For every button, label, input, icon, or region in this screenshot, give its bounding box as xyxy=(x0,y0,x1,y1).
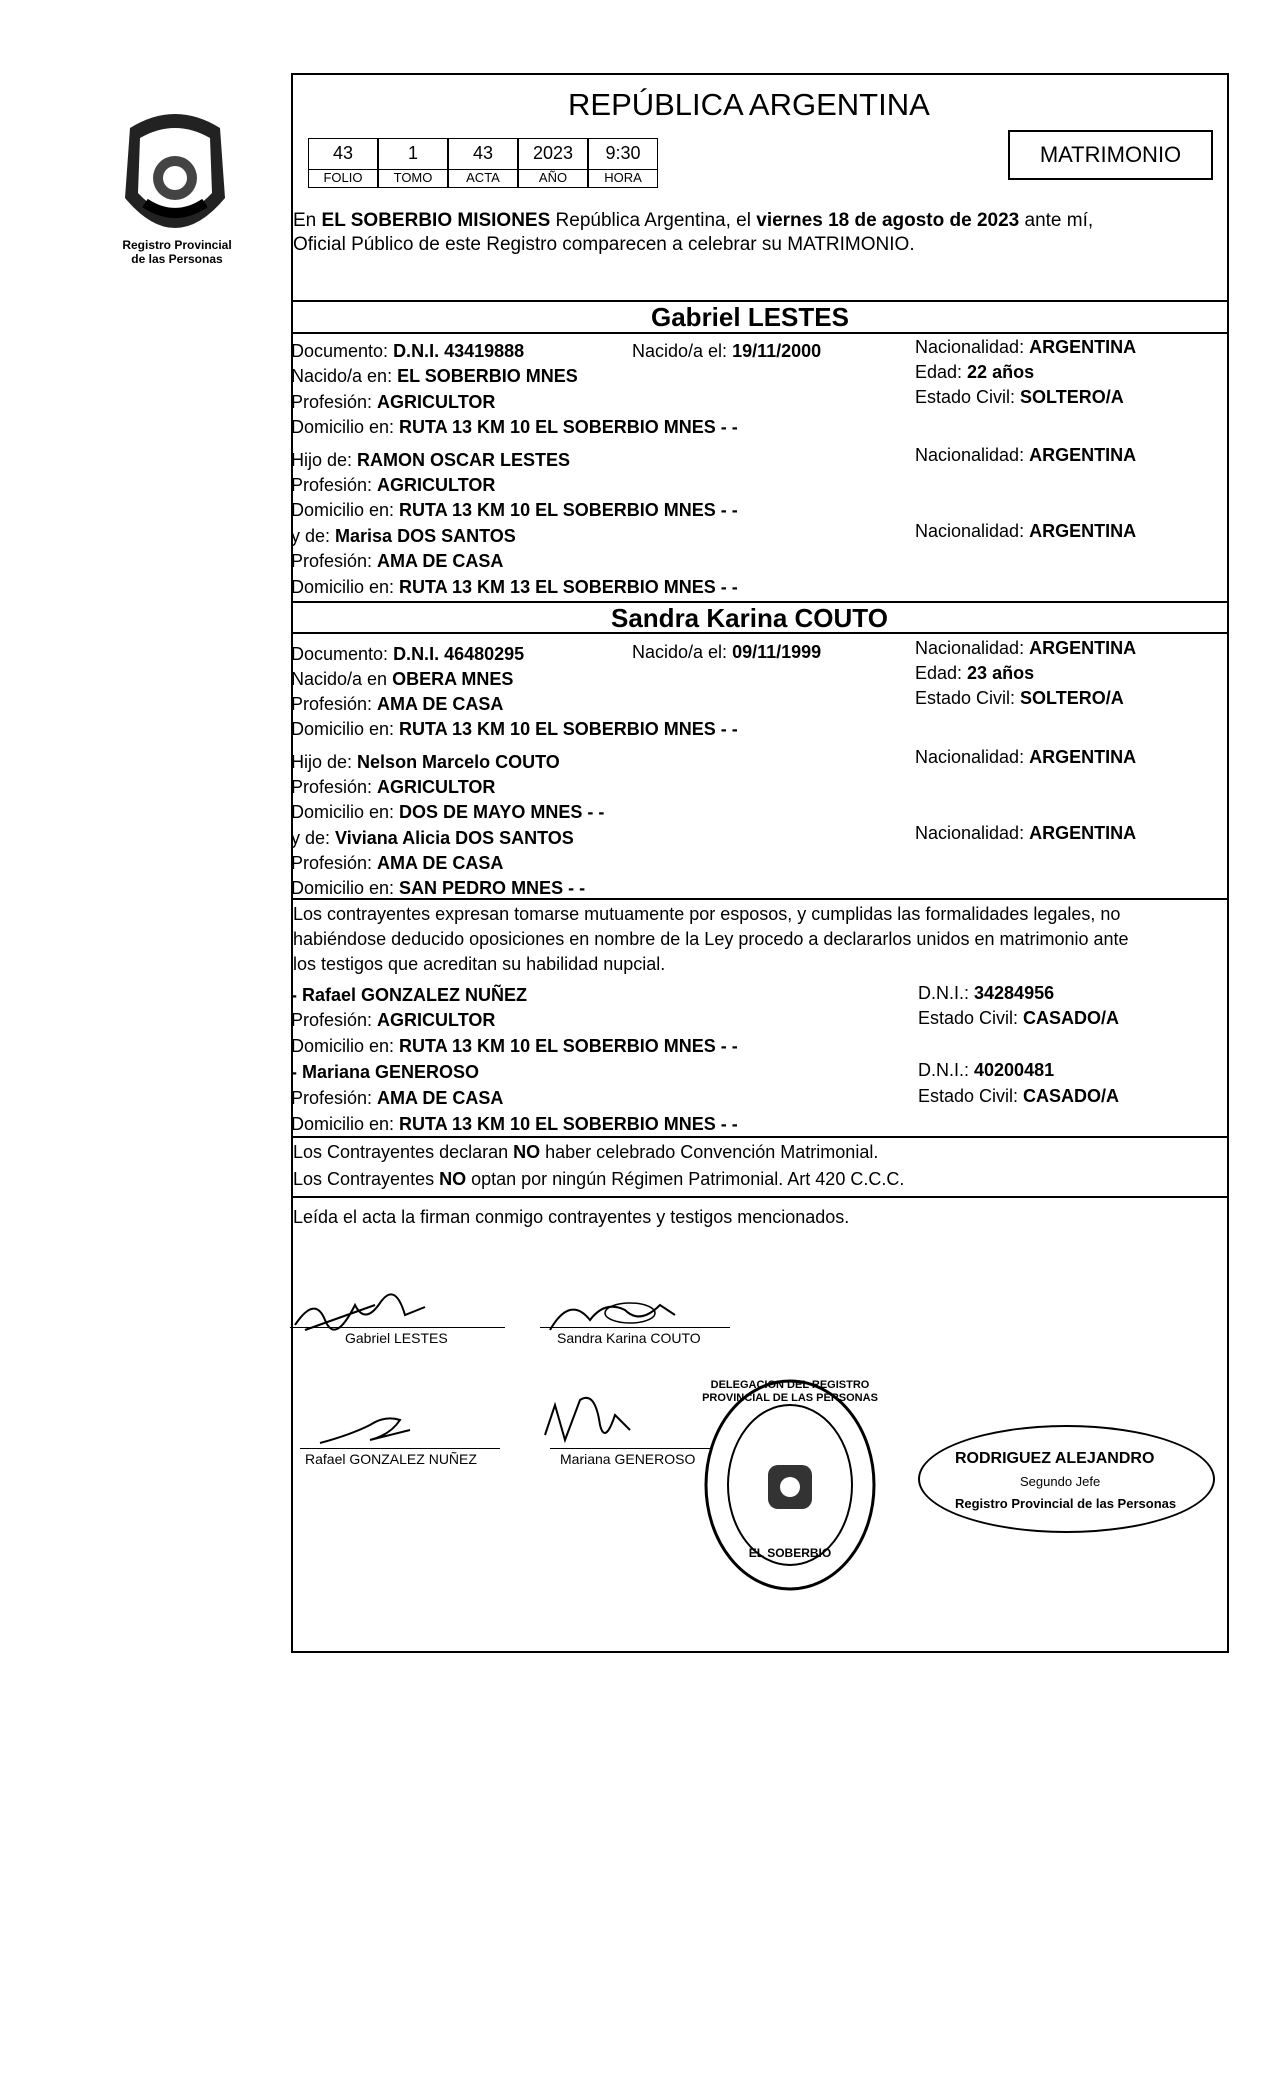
hora-caption: HORA xyxy=(588,170,658,188)
signature-label-3: Rafael GONZALEZ NUÑEZ xyxy=(305,1451,477,1467)
c2-madre-domicilio: Domicilio en: SAN PEDRO MNES - - xyxy=(291,878,586,898)
intro-line-2: Oficial Público de este Registro comparecen a celebrar su MATRIMONIO. xyxy=(293,234,915,255)
c1-madre-domicilio: Domicilio en: RUTA 13 KM 13 EL SOBERBIO MNES - - xyxy=(291,577,738,597)
logo-caption-2: de las Personas xyxy=(131,252,223,266)
testigo2-profesion: Profesión: AMA DE CASA xyxy=(291,1088,504,1108)
c2-documento: Documento: D.N.I. 46480295 xyxy=(291,644,525,664)
c2-nacionalidad: Nacionalidad: ARGENTINA xyxy=(915,638,1137,658)
convencion-line-1: Los Contrayentes declaran NO haber celebrado Convención Matrimonial. xyxy=(293,1142,879,1162)
testigo1-dni: D.N.I.: 34284956 xyxy=(918,983,1055,1003)
c1-madre-profesion: Profesión: AMA DE CASA xyxy=(291,551,504,571)
testigo2-name: - Mariana GENEROSO xyxy=(291,1062,480,1082)
testigo1-profesion: Profesión: AGRICULTOR xyxy=(291,1010,496,1030)
c2-nacido-en: Nacido/a en OBERA MNES xyxy=(291,669,514,689)
acta-caption: ACTA xyxy=(448,170,518,188)
c2-madre-profesion: Profesión: AMA DE CASA xyxy=(291,853,504,873)
c1-madre: y de: Marisa DOS SANTOS xyxy=(291,526,516,546)
signature-label-1: Gabriel LESTES xyxy=(345,1330,448,1346)
c1-padre-profesion: Profesión: AGRICULTOR xyxy=(291,475,496,495)
c1-padre-domicilio: Domicilio en: RUTA 13 KM 10 EL SOBERBIO MNES - - xyxy=(291,500,738,520)
seal-delegacion-center: EL SOBERBIO xyxy=(748,1546,832,1560)
declaracion-line-2: habiéndose deducido oposiciones en nombre de la Ley procedo a declararlos unidos en matrimonio ante xyxy=(293,929,1129,949)
testigo1-domicilio: Domicilio en: RUTA 13 KM 10 EL SOBERBIO MNES - - xyxy=(291,1036,738,1056)
signature-mariana-icon xyxy=(535,1385,645,1455)
c2-padre-domicilio: Domicilio en: DOS DE MAYO MNES - - xyxy=(291,802,605,822)
c1-madre-nacionalidad: Nacionalidad: ARGENTINA xyxy=(915,521,1137,541)
tomo-caption: TOMO xyxy=(378,170,448,188)
c2-padre-nacionalidad: Nacionalidad: ARGENTINA xyxy=(915,747,1137,767)
declaracion-line-1: Los contrayentes expresan tomarse mutuamente por esposos, y cumplidas las formalidades legales, no xyxy=(293,904,1121,924)
c2-domicilio: Domicilio en: RUTA 13 KM 10 EL SOBERBIO MNES - - xyxy=(291,719,738,739)
convencion-line-2: Los Contrayentes NO optan por ningún Régimen Patrimonial. Art 420 C.C.C. xyxy=(293,1169,905,1189)
c1-nacido-en: Nacido/a en: EL SOBERBIO MNES xyxy=(291,366,578,386)
testigo2-estado-civil: Estado Civil: CASADO/A xyxy=(918,1086,1120,1106)
anio-value: 2023 xyxy=(518,138,588,170)
c1-nacionalidad: Nacionalidad: ARGENTINA xyxy=(915,337,1137,357)
c1-documento: Documento: D.N.I. 43419888 xyxy=(291,341,525,361)
cierre-text: Leída el acta la firman conmigo contrayentes y testigos mencionados. xyxy=(293,1207,850,1227)
c1-profesion: Profesión: AGRICULTOR xyxy=(291,392,496,412)
c2-madre-nacionalidad: Nacionalidad: ARGENTINA xyxy=(915,823,1137,843)
c1-edad: Edad: 22 años xyxy=(915,362,1035,382)
c2-estado-civil: Estado Civil: SOLTERO/A xyxy=(915,688,1124,708)
contrayente1-name: Gabriel LESTES xyxy=(651,302,849,332)
c1-domicilio: Domicilio en: RUTA 13 KM 10 EL SOBERBIO MNES - - xyxy=(291,417,738,437)
c1-padre: Hijo de: RAMON OSCAR LESTES xyxy=(291,450,571,470)
c1-nacido-el: Nacido/a el: 19/11/2000 xyxy=(632,341,822,361)
folio-value: 43 xyxy=(308,138,378,170)
c2-profesion: Profesión: AMA DE CASA xyxy=(291,694,504,714)
provincia-shield-icon xyxy=(110,108,240,248)
testigo1-name: - Rafael GONZALEZ NUÑEZ xyxy=(291,985,528,1005)
signature-label-4: Mariana GENEROSO xyxy=(560,1451,696,1467)
acta-value: 43 xyxy=(448,138,518,170)
c2-padre: Hijo de: Nelson Marcelo COUTO xyxy=(291,752,560,772)
hora-value: 9:30 xyxy=(588,138,658,170)
stamp-line-2: Segundo Jefe xyxy=(1020,1474,1101,1489)
act-type-box: MATRIMONIO xyxy=(1008,130,1213,180)
c1-padre-nacionalidad: Nacionalidad: ARGENTINA xyxy=(915,445,1137,465)
seal-delegacion-text: DELEGACION DEL REGISTRO PROVINCIAL DE LAS PERSONAS xyxy=(702,1379,878,1404)
c2-nacido-el: Nacido/a el: 09/11/1999 xyxy=(632,642,822,662)
signature-label-2: Sandra Karina COUTO xyxy=(557,1330,701,1346)
c1-estado-civil: Estado Civil: SOLTERO/A xyxy=(915,387,1124,407)
folio-caption: FOLIO xyxy=(308,170,378,188)
stamp-line-3: Registro Provincial de las Personas xyxy=(955,1496,1177,1511)
logo-caption-1: Registro Provincial xyxy=(122,238,232,252)
declaracion-line-3: los testigos que acreditan su habilidad nupcial. xyxy=(293,954,666,974)
testigo2-dni: D.N.I.: 40200481 xyxy=(918,1060,1055,1080)
stamp-line-1: RODRIGUEZ ALEJANDRO xyxy=(955,1450,1155,1467)
page-title: REPÚBLICA ARGENTINA xyxy=(568,87,930,122)
testigo2-domicilio: Domicilio en: RUTA 13 KM 10 EL SOBERBIO MNES - - xyxy=(291,1114,738,1134)
intro-line-1: En EL SOBERBIO MISIONES República Argentina, el viernes 18 de agosto de 2023 ante mí, xyxy=(293,210,1094,231)
c2-madre: y de: Viviana Alicia DOS SANTOS xyxy=(291,828,574,848)
testigo1-estado-civil: Estado Civil: CASADO/A xyxy=(918,1008,1120,1028)
misiones-logo xyxy=(110,108,240,248)
c2-padre-profesion: Profesión: AGRICULTOR xyxy=(291,777,496,797)
tomo-value: 1 xyxy=(378,138,448,170)
c2-edad: Edad: 23 años xyxy=(915,663,1035,683)
contrayente2-name: Sandra Karina COUTO xyxy=(611,603,888,633)
anio-caption: AÑO xyxy=(518,170,588,188)
